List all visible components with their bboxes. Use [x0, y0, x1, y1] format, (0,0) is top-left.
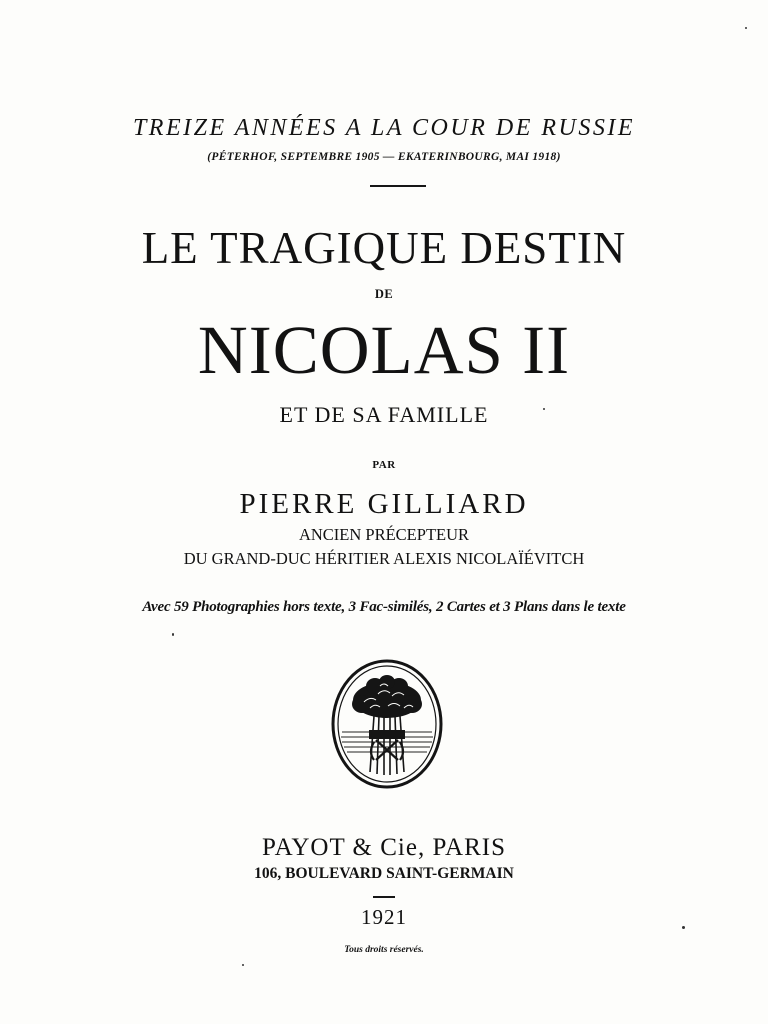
- author-role: ANCIEN PRÉCEPTEUR: [298, 525, 470, 544]
- book-title: LE TRAGIQUE DESTIN: [141, 223, 627, 273]
- scan-speck: [242, 964, 244, 966]
- scan-speck: [172, 633, 174, 636]
- scan-speck: [682, 926, 685, 929]
- wheat-sheaf-emblem-icon: [330, 658, 444, 790]
- scan-speck: [543, 408, 545, 410]
- publisher-name: PAYOT & Cie, PARIS: [261, 834, 507, 861]
- book-subtitle: ET DE SA FAMILLE: [279, 402, 489, 427]
- rights-notice: Tous droits réservés.: [344, 945, 424, 955]
- series-dates: (PÉTERHOF, SEPTEMBRE 1905 — EKATERINBOURG, MAI 1918): [207, 151, 561, 163]
- illustrations-note: Avec 59 Photographies hors texte, 3 Fac-similés, 2 Cartes et 3 Plans dans le texte: [142, 599, 626, 615]
- author-by: PAR: [372, 459, 396, 471]
- series-title: TREIZE ANNÉES A LA COUR DE RUSSIE: [132, 115, 636, 141]
- scan-speck: [745, 27, 747, 29]
- author-role-detail: DU GRAND-DUC HÉRITIER ALEXIS NICOLAÏÉVITCH: [183, 549, 585, 568]
- title-divider: [370, 185, 426, 187]
- publisher-address: 106, BOULEVARD SAINT-GERMAIN: [254, 865, 514, 882]
- book-title-name: NICOLAS II: [197, 312, 571, 388]
- publication-year: 1921: [361, 905, 407, 929]
- date-divider: [373, 896, 395, 898]
- author-name: PIERRE GILLIARD: [239, 488, 529, 520]
- title-connector: DE: [374, 287, 394, 301]
